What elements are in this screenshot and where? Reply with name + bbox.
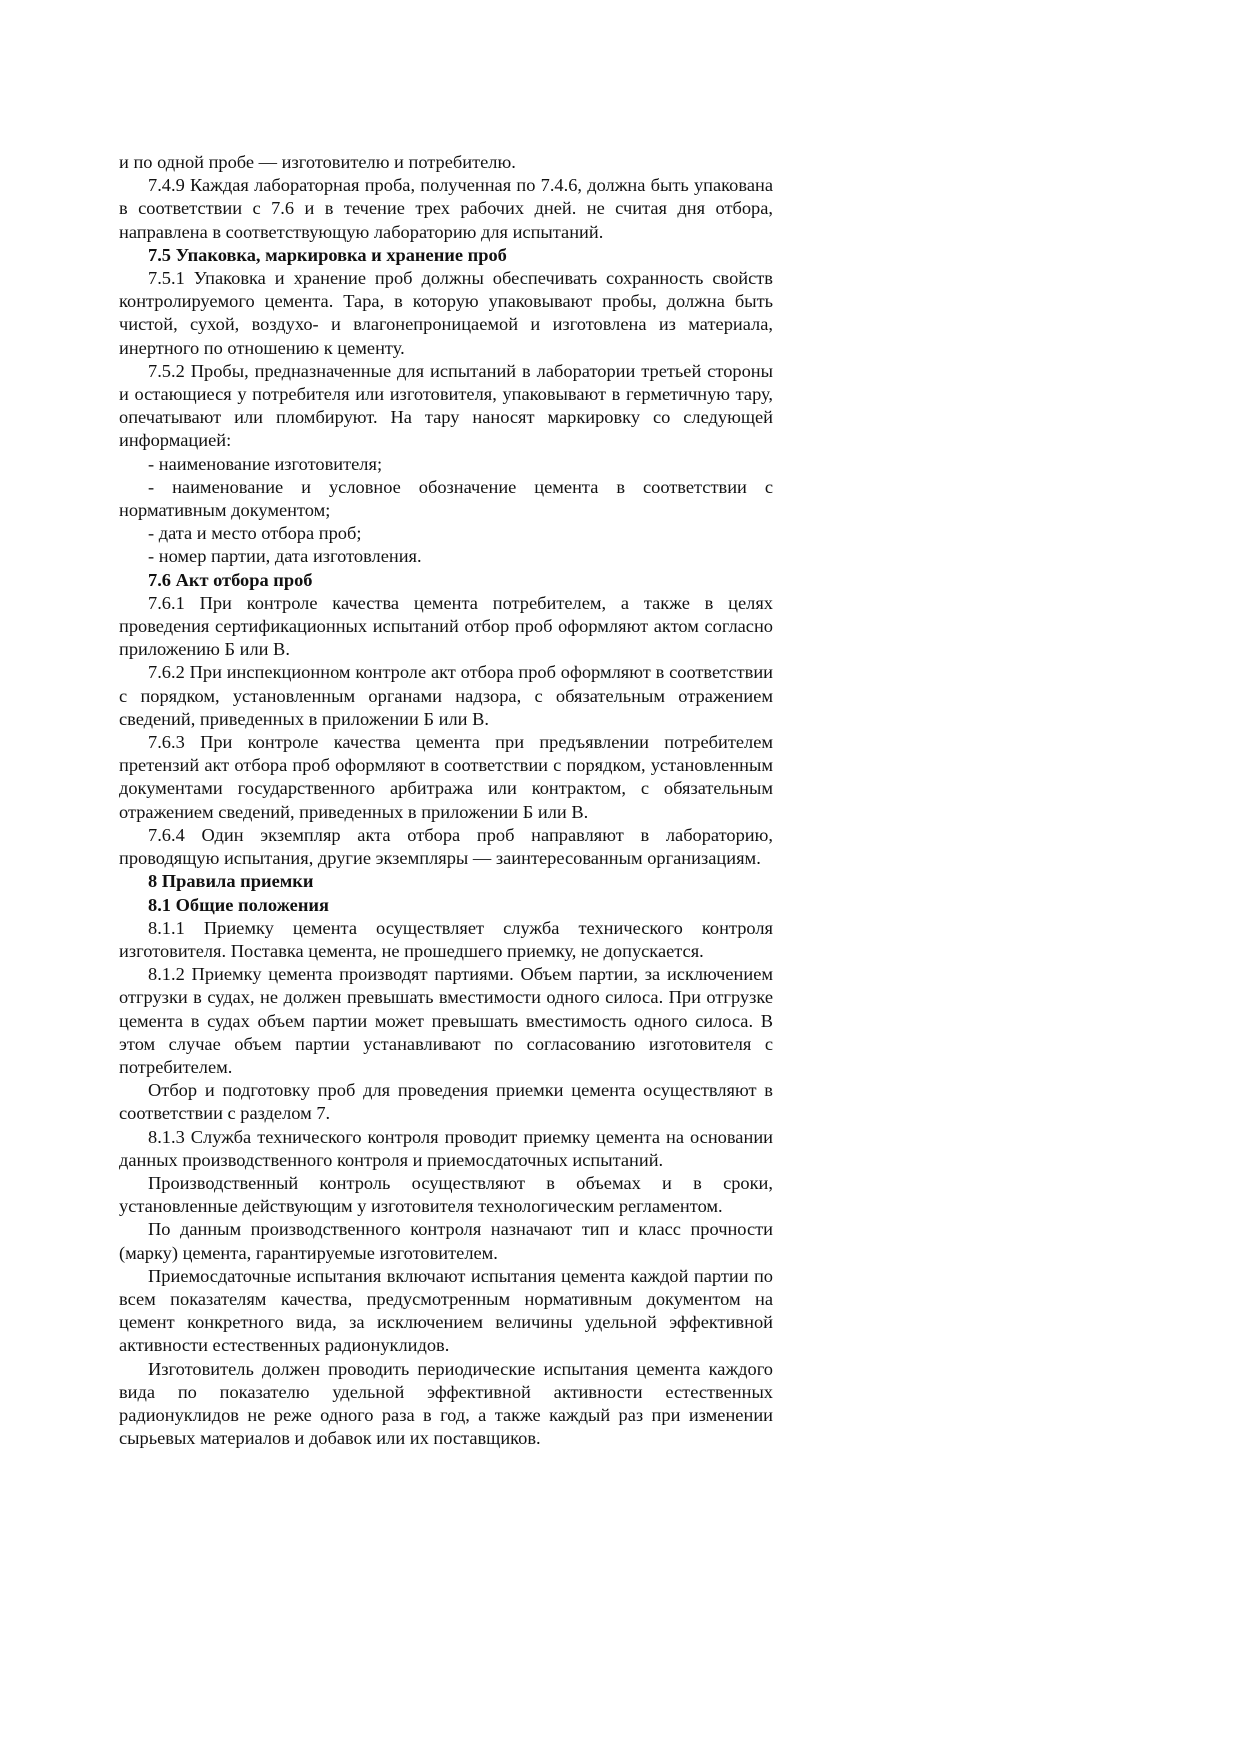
- paragraph-8-1-3: 8.1.3 Служба технического контроля проводит приемку цемента на основании данных производственного контроля и приемосдаточных испытаний.: [119, 1126, 773, 1170]
- list-item-sampling-date-place: - дата и место отбора проб;: [148, 523, 362, 544]
- list-item-manufacturer: - наименование изготовителя;: [148, 453, 383, 474]
- paragraph-7-5-1: 7.5.1 Упаковка и хранение проб должны обеспечивать сохранность свойств контролируемого цемента. Тара, в которую упаковывают пробы, должна быть чистой, сухой, воздухо- и влагонепроницаемой и изготовлена из материала, инертного по отношению к цементу.: [119, 268, 773, 358]
- list-item-batch-number: - номер партии, дата изготовления.: [148, 546, 422, 567]
- paragraph-strength-class: По данным производственного контроля назначают тип и класс прочности (марку) цемента, гарантируемые изготовителем.: [119, 1219, 773, 1263]
- heading-7-5: 7.5 Упаковка, маркировка и хранение проб: [148, 244, 507, 265]
- heading-8: 8 Правила приемки: [148, 871, 314, 892]
- paragraph-periodic-tests: Изготовитель должен проводить периодические испытания цемента каждого вида по показателю удельной эффективной активности естественных радионуклидов не реже одного раза в год, а также каждый раз при изменении сырьевых материалов и добавок или их поставщиков.: [119, 1358, 773, 1449]
- paragraph-8-1-2: 8.1.2 Приемку цемента производят партиями. Объем партии, за исключением отгрузки в судах, не должен превышать вместимости одного силоса. При отгрузке цемента в судах объем партии может превышать вместимость одного силоса. В этом случае объем партии устанавливают по согласованию изготовителя с потребителем.: [119, 964, 773, 1077]
- document-page: [119, 151, 773, 1450]
- paragraph-continuation: и по одной пробе — изготовителю и потребителю.: [119, 152, 516, 172]
- paragraph-7-6-1: 7.6.1 При контроле качества цемента потребителем, а также в целях проведения сертификационных испытаний отбор проб оформляют актом согласно приложению Б или В.: [119, 592, 773, 660]
- heading-8-1: 8.1 Общие положения: [148, 894, 329, 915]
- paragraph-7-5-2: 7.5.2 Пробы, предназначенные для испытаний в лаборатории третьей стороны и остающиеся у потребителя или изготовителя, упаковывают в герметичную тару, опечатывают или пломбируют. На тару наносят маркировку со следующей информацией:: [119, 360, 773, 451]
- paragraph-7-6-4: 7.6.4 Один экземпляр акта отбора проб направляют в лабораторию, проводящую испытания, другие экземпляры — заинтересованным организациям.: [119, 824, 773, 869]
- paragraph-production-control: Производственный контроль осуществляют в объемах и в сроки, установленные действующим у изготовителя технологическим регламентом.: [119, 1172, 773, 1217]
- heading-7-6: 7.6 Акт отбора проб: [148, 569, 313, 590]
- paragraph-7-6-3: 7.6.3 При контроле качества цемента при предъявлении потребителем претензий акт отбора проб оформляют в соответствии с порядком, установленным документами государственного арбитража или контрактом, с обязательным отражением сведений, приведенных в приложении Б или В.: [119, 732, 773, 822]
- list-item-cement-designation: - наименование и условное обозначение цемента в соответствии с нормативным документом;: [119, 476, 773, 521]
- paragraph-7-4-9: 7.4.9 Каждая лабораторная проба, полученная по 7.4.6, должна быть упакована в соответствии с 7.6 и в течение трех рабочих дней. не считая дня отбора, направлена в соответствующую лабораторию для испытаний.: [119, 175, 773, 242]
- paragraph-7-6-2: 7.6.2 При инспекционном контроле акт отбора проб оформляют в соответствии с порядком, установленным органами надзора, с обязательным отражением сведений, приведенных в приложении Б или В.: [119, 662, 773, 729]
- paragraph-8-1-1: 8.1.1 Приемку цемента осуществляет служба технического контроля изготовителя. Поставка цемента, не прошедшего приемку, не допускается.: [119, 917, 773, 961]
- paragraph-sampling-preparation: Отбор и подготовку проб для проведения приемки цемента осуществляют в соответствии с разделом 7.: [119, 1080, 773, 1124]
- paragraph-acceptance-tests: Приемосдаточные испытания включают испытания цемента каждой партии по всем показателям качества, предусмотренным нормативным документом на цемент конкретного вида, за исключением величины удельной эффективной активности естественных радионуклидов.: [119, 1265, 773, 1356]
